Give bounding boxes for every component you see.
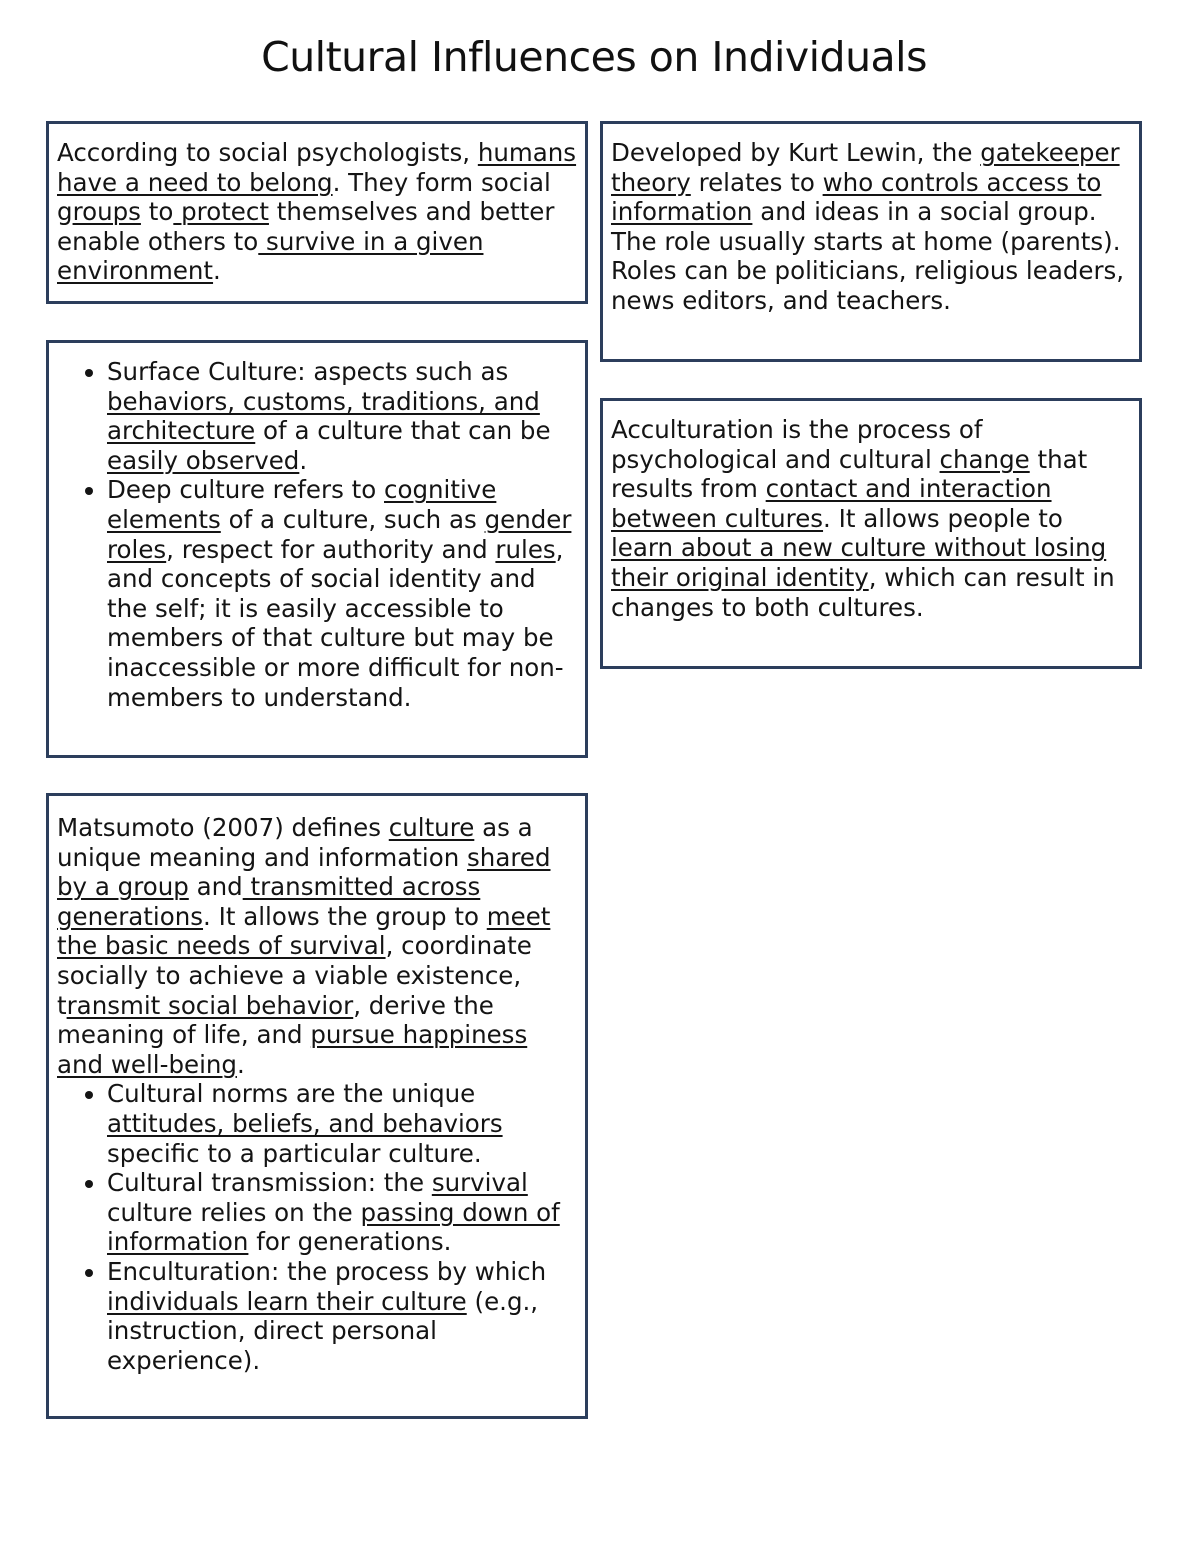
text-segment: .: [236, 1049, 245, 1079]
surface-deep-culture-box: [46, 340, 588, 758]
cultural-norms-item: [107, 1079, 577, 1168]
text-segment: (e.g., instruction, direct personal experience).: [107, 1286, 539, 1375]
text-segment: , respect for authority and: [166, 534, 496, 564]
underlined-text: protect: [173, 197, 269, 227]
text-segment: .: [299, 445, 308, 475]
text-segment: , and concepts of social identity and the self; it is easily accessible to members of that culture but may be inaccessible or more difficult for non-members to understand.: [107, 534, 564, 712]
belonging-box: [46, 121, 588, 304]
underlined-text: culture: [388, 813, 475, 842]
text-segment: and ideas in a social group. The role usually starts at home (parents). Roles can be politicians, religious leaders, news editors, and teachers.: [611, 197, 1125, 315]
text-segment: , coordinate socially to achieve a viable existence, t: [57, 931, 532, 1020]
text-segment: Cultural transmission: the: [107, 1168, 432, 1198]
text-segment: Developed by Kurt Lewin, the: [611, 138, 981, 167]
underlined-text: attitudes, beliefs, and behaviors: [107, 1108, 503, 1138]
text-segment: . They form social g: [57, 167, 551, 227]
underlined-text: learn about a new culture without losing their original identity: [611, 533, 1107, 592]
underlined-text: change: [939, 444, 1030, 474]
underlined-text: roups: [72, 197, 141, 227]
deep-culture-item: [107, 475, 577, 712]
underlined-text: ransmit social behavior: [66, 990, 354, 1020]
text-segment: for generations.: [248, 1227, 452, 1257]
enculturation-item: [107, 1257, 577, 1375]
underlined-text: survival: [431, 1168, 528, 1198]
underlined-text: easily observed: [107, 445, 300, 475]
text-segment: that results from: [611, 444, 1088, 504]
underlined-text: cognitive elements: [107, 475, 497, 534]
text-segment: culture relies on the: [107, 1197, 361, 1227]
text-segment: Deep culture refers to: [107, 475, 385, 505]
text-segment: . It allows the group to: [203, 901, 487, 931]
underlined-text: survive in a given environment: [57, 226, 484, 286]
text-segment: According to social psychologists,: [57, 138, 478, 167]
underlined-text: pursue happiness and well-being: [57, 1020, 528, 1079]
underlined-text: passing down of information: [107, 1197, 560, 1257]
underlined-text: gatekeeper theory: [611, 138, 1120, 197]
matsumoto-text: [57, 813, 577, 1079]
acculturation-box: [600, 398, 1142, 669]
gatekeeper-text: [611, 138, 1131, 316]
acculturation-text: [611, 415, 1131, 622]
underlined-text: rules: [495, 534, 556, 564]
text-segment: and: [188, 872, 243, 902]
underlined-text: contact and interaction between cultures: [611, 474, 1052, 533]
underlined-text: transmitted across generations: [57, 872, 481, 931]
text-segment: of a culture, such as: [220, 504, 485, 534]
matsumoto-list: [57, 1079, 577, 1375]
underlined-text: individuals learn their culture: [107, 1286, 467, 1316]
text-segment: Acculturation is the process of psychological and cultural: [611, 415, 983, 474]
underlined-text: behaviors, customs, traditions, and architecture: [107, 386, 540, 446]
page-title: Cultural Influences on Individuals: [261, 33, 927, 81]
text-segment: , derive the meaning of life, and: [57, 990, 494, 1050]
text-segment: Enculturation: the process by which: [107, 1256, 547, 1286]
underlined-text: shared by a group: [57, 842, 551, 902]
text-segment: .: [213, 256, 221, 286]
text-segment: as a unique meaning and information: [57, 813, 533, 872]
matsumoto-box: [46, 793, 588, 1419]
surface-culture-item: [107, 357, 577, 475]
text-segment: Matsumoto (2007) defines: [57, 813, 389, 842]
text-segment: to: [140, 197, 174, 227]
gatekeeper-box: [600, 121, 1142, 362]
culture-levels-list: [57, 357, 577, 712]
text-segment: Cultural norms are the unique: [107, 1079, 476, 1109]
belonging-text: [57, 138, 577, 286]
text-segment: , which can result in changes to both cultures.: [611, 562, 1115, 622]
text-segment: relates to: [690, 167, 823, 197]
underlined-text: humans have a need to belong: [57, 138, 577, 197]
text-segment: of a culture that can be: [255, 416, 551, 446]
underlined-text: who controls access to information: [611, 167, 1102, 227]
underlined-text: gender roles: [107, 504, 572, 564]
text-segment: specific to a particular culture.: [107, 1138, 482, 1168]
text-segment: themselves and better enable others to: [57, 197, 555, 256]
underlined-text: meet the basic needs of survival: [57, 901, 551, 961]
text-segment: Surface Culture: aspects such as: [107, 357, 509, 386]
text-segment: . It allows people to: [823, 503, 1063, 533]
cultural-transmission-item: [107, 1168, 577, 1257]
